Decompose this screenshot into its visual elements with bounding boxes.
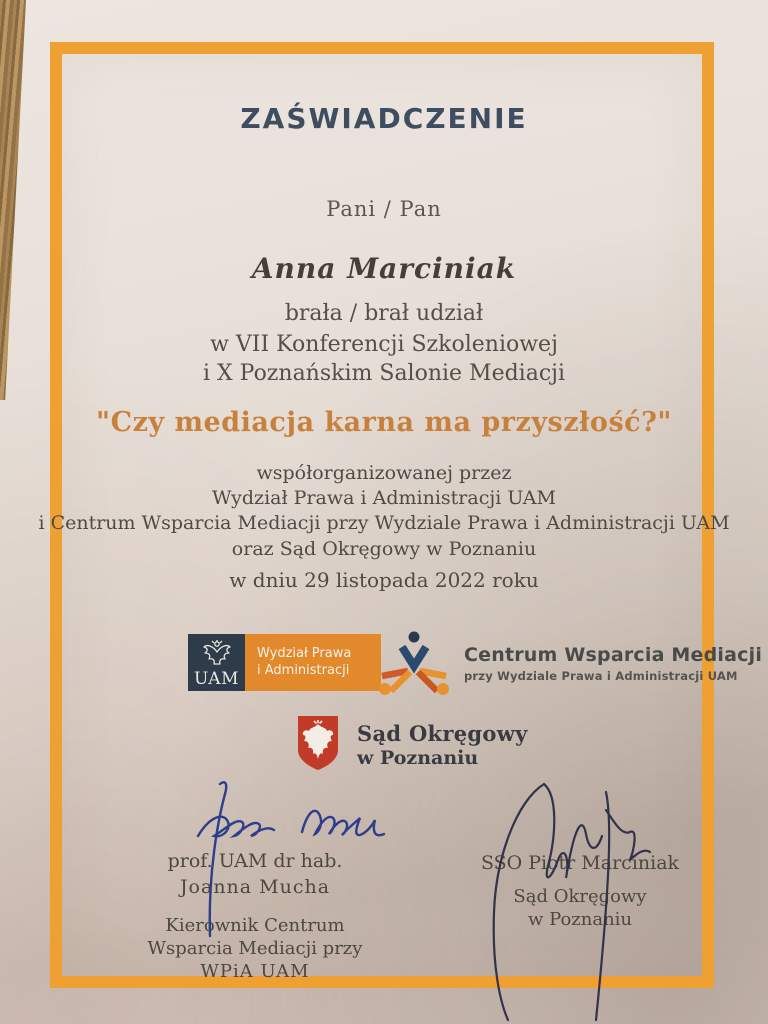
signature-joanna-mucha	[132, 778, 392, 947]
cwm-name: Centrum Wsparcia Mediacji	[464, 644, 763, 666]
right-signer-org-line2: w Poznaniu	[527, 909, 633, 930]
right-signer-org-line1: Sąd Okręgowy	[513, 886, 647, 907]
left-signer-role-line1: Kierownik Centrum	[165, 915, 345, 936]
organizers-line: współorganizowanej przez	[256, 462, 512, 484]
left-signer-role-line3: WPiA UAM	[200, 961, 310, 982]
participation-line: i X Poznańskim Salonie Mediacji	[202, 361, 566, 386]
left-signer-role-line2: Wsparcia Mediacji przy	[147, 938, 363, 959]
cwm-subtitle: przy Wydziale Prawa i Administracji UAM	[464, 669, 738, 683]
court-name-line2: w Poznaniu	[357, 747, 479, 769]
uam-faculty-label-line2: i Administracji	[257, 662, 350, 678]
salutation-text: Pani / Pan	[326, 197, 442, 221]
certificate-title: ZAŚWIADCZENIE	[240, 102, 528, 135]
uam-faculty-label-line1: Wydział Prawa	[257, 645, 352, 661]
left-signer-titles: prof. UAM dr hab.	[167, 850, 343, 872]
uam-faculty-logo	[188, 634, 381, 691]
uam-eagle-icon	[200, 639, 234, 671]
event-title: "Czy mediacja karna ma przyszłość?"	[96, 407, 672, 438]
organizers-line: Wydział Prawa i Administracji UAM	[212, 487, 556, 509]
right-signer-name: SSO Piotr Marciniak	[480, 852, 680, 874]
uam-crest-block	[188, 634, 245, 691]
left-signer-name: Joanna Mucha	[179, 876, 331, 898]
cwm-mediation-icon	[378, 628, 450, 706]
recipient-name: Anna Marciniak	[251, 252, 517, 285]
uam-acronym: UAM	[194, 669, 239, 689]
signature-piotr-marciniak	[472, 762, 672, 1024]
polish-eagle-shield-icon	[295, 714, 341, 776]
court-name-line1: Sąd Okręgowy	[357, 721, 528, 746]
event-date: w dniu 29 listopada 2022 roku	[229, 568, 539, 592]
uam-faculty-label	[245, 634, 381, 691]
cwm-label	[464, 644, 762, 683]
organizers-line: oraz Sąd Okręgowy w Poznaniu	[231, 538, 537, 560]
participation-line: brała / brał udział	[284, 301, 484, 326]
participation-line: w VII Konferencji Szkoleniowej	[210, 332, 558, 357]
organizers-line: i Centrum Wsparcia Mediacji przy Wydziale Prawa i Administracji UAM	[38, 512, 730, 534]
cwm-logo	[378, 628, 762, 706]
